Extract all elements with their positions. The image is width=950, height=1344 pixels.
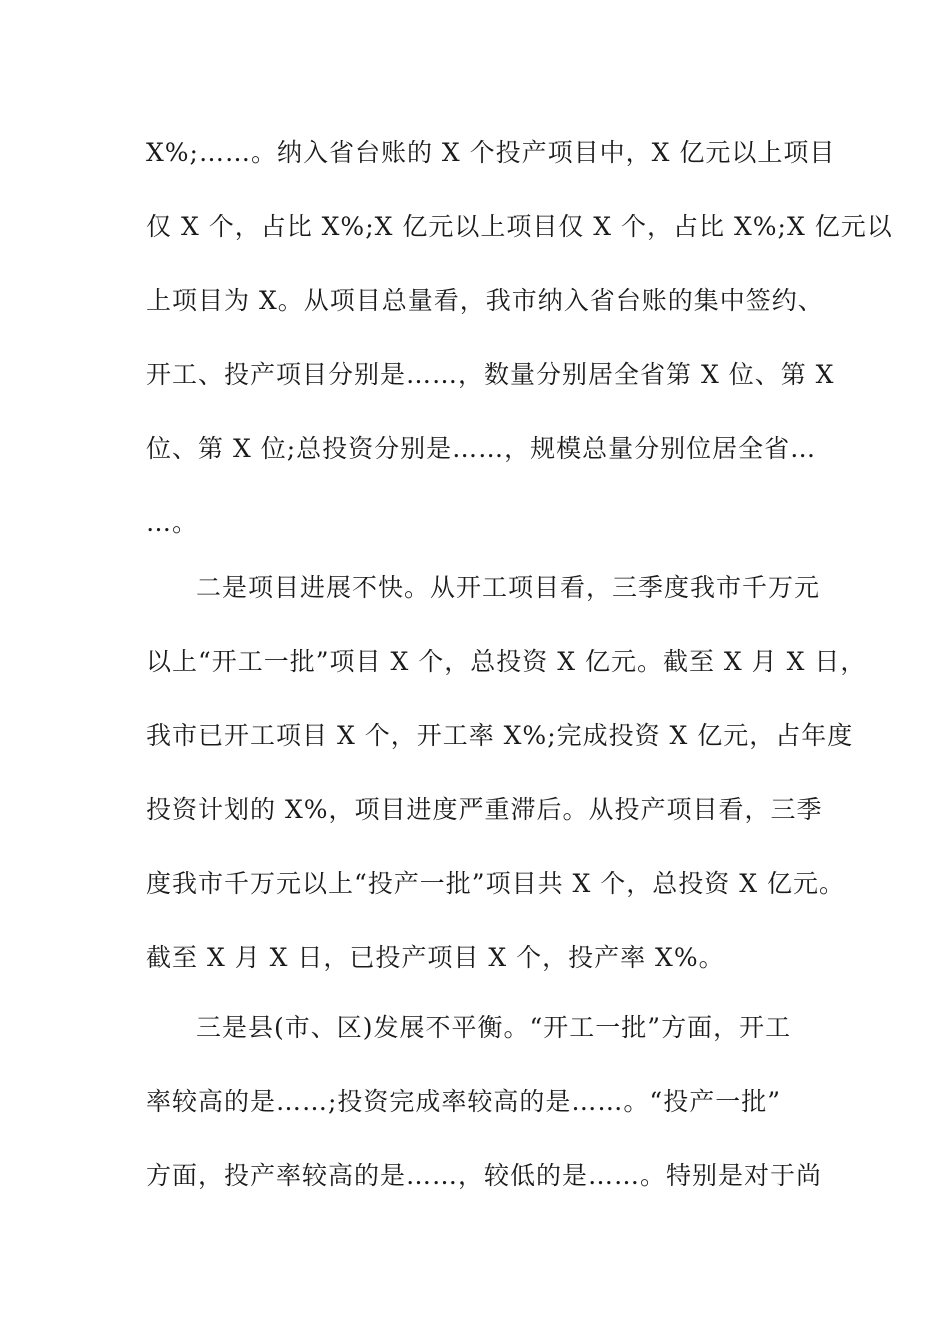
text-line-4: 开工、投产项目分别是……，数量分别居全省第 X 位、第 X (146, 360, 835, 389)
text-line-2: 仅 X 个，占比 X%;X 亿元以上项目仅 X 个，占比 X%;X 亿元以 (146, 212, 893, 241)
paragraph-3-line-2: 率较高的是……;投资完成率较高的是……。“投产一批” (146, 1087, 781, 1116)
text-line-5: 位、第 X 位;总投资分别是……，规模总量分别位居全省… (146, 434, 817, 463)
paragraph-2-line-4: 投资计划的 X%，项目进度严重滞后。从投产项目看，三季 (146, 795, 823, 824)
paragraph-2-line-6: 截至 X 月 X 日，已投产项目 X 个，投产率 X%。 (146, 943, 725, 972)
text-line-6: …。 (146, 508, 199, 537)
text-line-1: X%;……。纳入省台账的 X 个投产项目中，X 亿元以上项目 (146, 138, 836, 167)
paragraph-2-line-5: 度我市千万元以上“投产一批”项目共 X 个，总投资 X 亿元。 (146, 869, 845, 898)
paragraph-3-line-1: 三是县(市、区)发展不平衡。“开工一批”方面，开工 (196, 1013, 792, 1042)
paragraph-2-line-1: 二是项目进展不快。从开工项目看，三季度我市千万元 (196, 573, 821, 602)
paragraph-2-line-3: 我市已开工项目 X 个，开工率 X%;完成投资 X 亿元，占年度 (146, 721, 854, 750)
paragraph-3-line-3: 方面，投产率较高的是……，较低的是……。特别是对于尚 (146, 1161, 823, 1190)
paragraph-2-line-2: 以上“开工一批”项目 X 个，总投资 X 亿元。截至 X 月 X 日， (146, 647, 867, 676)
text-line-3: 上项目为 X。从项目总量看，我市纳入省台账的集中签约、 (146, 286, 824, 315)
